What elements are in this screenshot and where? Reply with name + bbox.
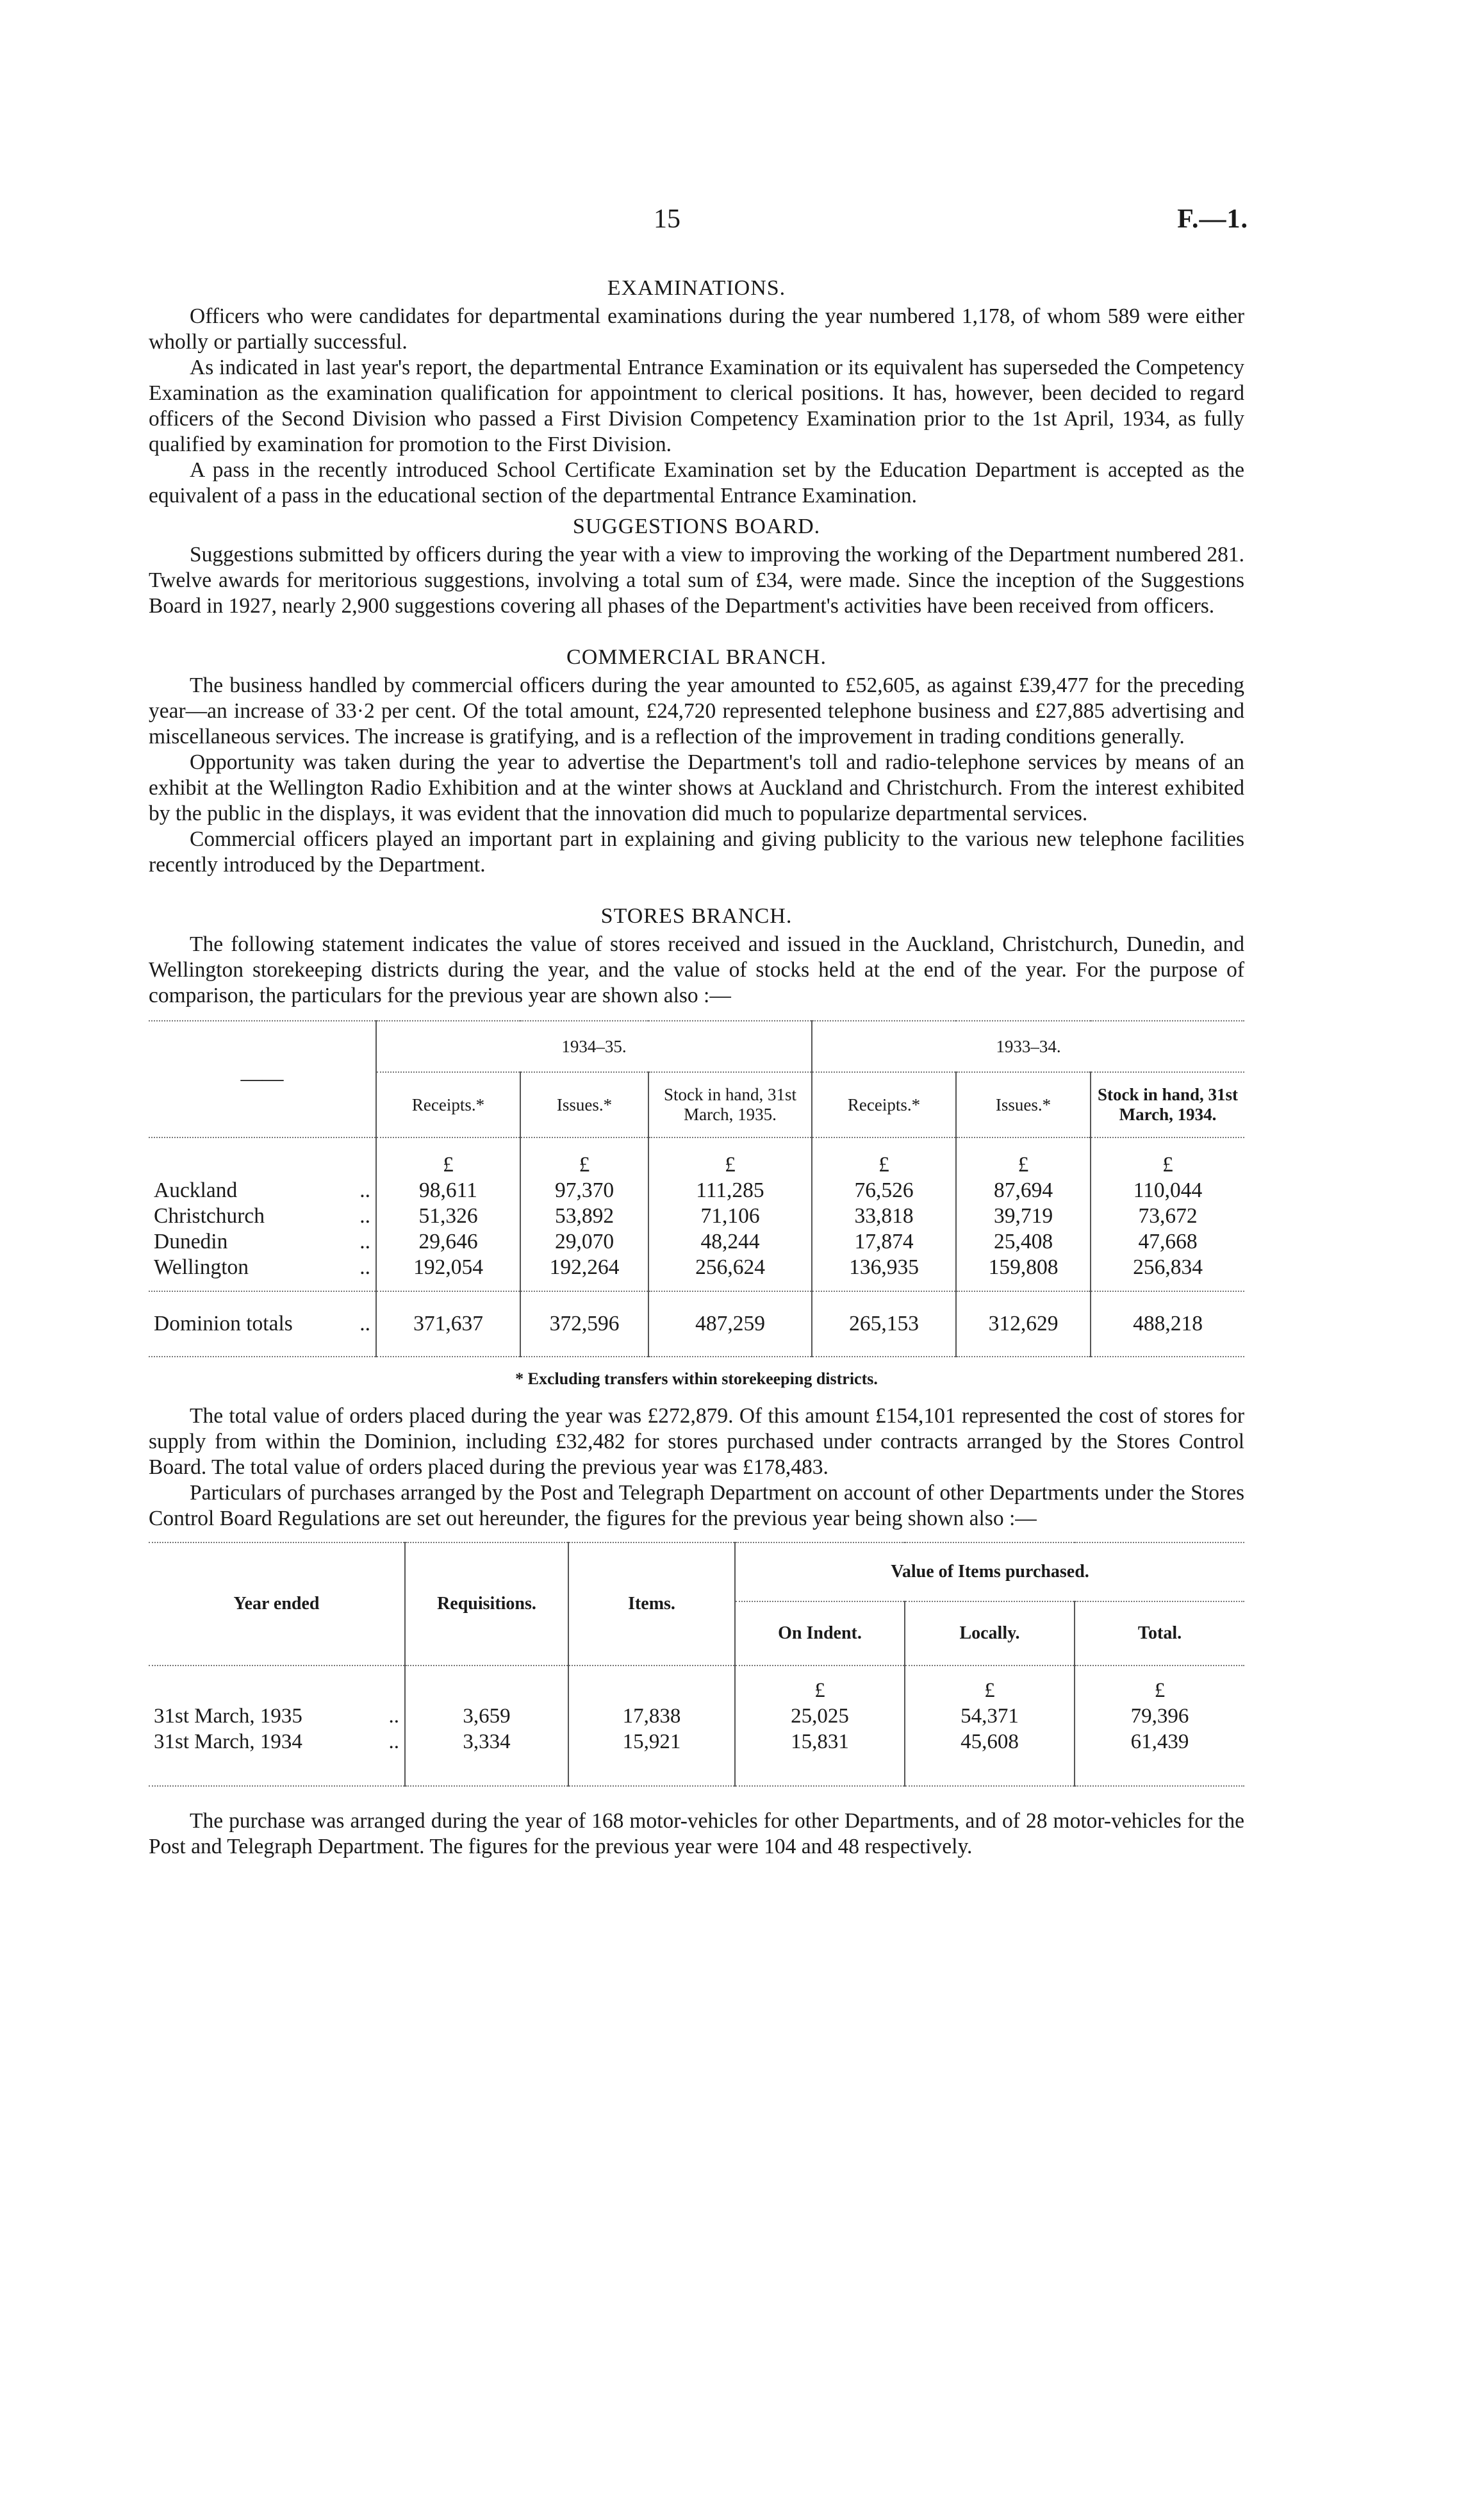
col-issues: Issues.* — [956, 1072, 1091, 1137]
row-label: Dominion totals — [154, 1312, 293, 1335]
table-row — [149, 1178, 1244, 1203]
table-cell: 372,596 — [520, 1291, 648, 1357]
table-row — [149, 1729, 1244, 1786]
year-header-1933-34: 1933–34. — [812, 1021, 1244, 1072]
table-cell: 110,044 — [1091, 1178, 1244, 1203]
blank-header: —— — [240, 1067, 284, 1091]
section-heading-examinations: EXAMINATIONS. — [607, 276, 786, 300]
leader-dots: .. — [388, 1730, 399, 1753]
paragraph: The following statement indicates the value of stores received and issued in the Auckland, Christchurch, Dunedin, and Wellington storekeeping districts during the year, and the value of stocks held at the end of the year. For the purpose of comparison, the particulars for the previous year are shown also :— — [149, 932, 1244, 1007]
table-cell: 97,370 — [520, 1178, 648, 1203]
page-number: 15 — [654, 204, 680, 234]
table-cell: 29,646 — [376, 1229, 520, 1255]
table-cell: 45,608 — [905, 1729, 1075, 1786]
table-cell: 87,694 — [956, 1178, 1091, 1203]
table-cell: 17,874 — [812, 1229, 956, 1255]
paragraph: The business handled by commercial officers during the year amounted to £52,605, as against £39,477 for the preceding year—an increase of 33·2 per cent. Of the total amount, £24,720 represented telephone business and £27,885 advertising and miscellaneous services. The increase is gratifying, and is a reflection of the improvement in trading conditions generally. — [149, 674, 1244, 748]
table-cell: 159,808 — [956, 1255, 1091, 1291]
leader-dots: .. — [359, 1255, 370, 1279]
section-heading-stores: STORES BRANCH. — [600, 904, 793, 928]
table-cell: 76,526 — [812, 1178, 956, 1203]
paragraph: Particulars of purchases arranged by the Post and Telegraph Department on account of other Departments under the Stores Control Board Regulations are set out hereunder, the figures for the previous year being shown also :— — [149, 1481, 1244, 1530]
page-reference: F.—1. — [1177, 204, 1248, 234]
paragraph: Suggestions submitted by officers during the year with a view to improving the working of the Department numbered 281. Twelve awards for meritorious suggestions, involving a total sum of £34, were made. Since the inception of the Suggestions Board in 1927, nearly 2,900 suggestions covering all phases of the Department's activities have been received from officers. — [149, 543, 1244, 618]
table-cell: 192,054 — [376, 1255, 520, 1291]
table-cell: 54,371 — [905, 1703, 1075, 1729]
currency-symbol: £ — [956, 1137, 1091, 1178]
col-value-of-items: Value of Items purchased. — [735, 1542, 1244, 1601]
table-row — [149, 1203, 1244, 1229]
leader-dots: .. — [359, 1178, 370, 1202]
leader-dots: .. — [359, 1312, 370, 1335]
section-heading-commercial: COMMERCIAL BRANCH. — [566, 645, 827, 669]
page-content — [149, 276, 1244, 1860]
table-row — [149, 1255, 1244, 1291]
row-label: Auckland — [154, 1178, 238, 1202]
table-cell: 3,659 — [405, 1703, 568, 1729]
paragraph: As indicated in last year's report, the departmental Entrance Examination or its equivalent has superseded the Competency Examination as the examination qualification for appointment to clerical positions. It has, however, been decided to regard officers of the Second Division who passed a First Division Competency Examination prior to the 1st April, 1934, as fully qualified by examination for promotion to the First Division. — [149, 356, 1244, 456]
section-heading-suggestions: SUGGESTIONS BOARD. — [572, 515, 821, 538]
col-on-indent: On Indent. — [735, 1601, 905, 1666]
currency-symbol: £ — [1075, 1666, 1244, 1703]
stores-table — [149, 1020, 1244, 1357]
currency-symbol: £ — [735, 1666, 905, 1703]
col-stock-1934: Stock in hand, 31st March, 1934. — [1091, 1072, 1244, 1137]
paragraph: The total value of orders placed during the year was £272,879. Of this amount £154,101 represented the cost of stores for supply from within the Dominion, including £32,482 for stores purchased under contracts arranged by the Stores Control Board. The total value of orders placed during the previous year was £178,483. — [149, 1404, 1244, 1479]
col-items: Items. — [568, 1542, 735, 1666]
purchases-table — [149, 1542, 1244, 1787]
paragraph: Officers who were candidates for departmental examinations during the year numbered 1,178, of whom 589 were either wholly or partially successful. — [149, 304, 1244, 354]
leader-dots: .. — [388, 1705, 399, 1728]
table-cell: 48,244 — [648, 1229, 812, 1255]
currency-symbol: £ — [812, 1137, 956, 1178]
table-row — [149, 1229, 1244, 1255]
paragraph: Opportunity was taken during the year to advertise the Department's toll and radio-telephone services by means of an exhibit at the Wellington Radio Exhibition and at the winter shows at Auckland and Christchurch. From the interest exhibited by the public in the displays, it was evident that the innovation did much to popularize departmental services. — [149, 750, 1244, 825]
table-cell: 312,629 — [956, 1291, 1091, 1357]
currency-symbol: £ — [648, 1137, 812, 1178]
table-cell: 256,624 — [648, 1255, 812, 1291]
row-label: Dunedin — [154, 1230, 228, 1253]
table-cell: 51,326 — [376, 1203, 520, 1229]
table-cell: 25,025 — [735, 1703, 905, 1729]
col-year-ended: Year ended — [233, 1594, 320, 1614]
col-stock-1935: Stock in hand, 31st March, 1935. — [648, 1072, 812, 1137]
col-receipts: Receipts.* — [812, 1072, 956, 1137]
table-cell: 487,259 — [648, 1291, 812, 1357]
table-cell: 61,439 — [1075, 1729, 1244, 1786]
leader-dots: .. — [359, 1204, 370, 1228]
year-header-1934-35: 1934–35. — [376, 1021, 812, 1072]
row-label: 31st March, 1935 — [154, 1705, 302, 1728]
currency-symbol: £ — [905, 1666, 1075, 1703]
col-receipts: Receipts.* — [376, 1072, 520, 1137]
row-label: 31st March, 1934 — [154, 1730, 302, 1753]
table-cell: 256,834 — [1091, 1255, 1244, 1291]
leader-dots: .. — [359, 1230, 370, 1253]
table-footnote: * Excluding transfers within storekeeping districts. — [515, 1369, 878, 1388]
currency-symbol: £ — [1091, 1137, 1244, 1178]
table-cell: 98,611 — [376, 1178, 520, 1203]
totals-row — [149, 1291, 1244, 1357]
col-requisitions: Requisitions. — [405, 1542, 568, 1666]
paragraph: The purchase was arranged during the year of 168 motor-vehicles for other Departments, and of 28 motor-vehicles for the Post and Telegraph Department. The figures for the previous year were 104 and 48 respectively. — [149, 1809, 1244, 1858]
table-cell: 192,264 — [520, 1255, 648, 1291]
row-label: Wellington — [154, 1255, 249, 1279]
table-cell: 29,070 — [520, 1229, 648, 1255]
table-cell: 47,668 — [1091, 1229, 1244, 1255]
table-cell: 71,106 — [648, 1203, 812, 1229]
col-locally: Locally. — [905, 1601, 1075, 1666]
table-cell: 39,719 — [956, 1203, 1091, 1229]
table-cell: 15,921 — [568, 1729, 735, 1786]
row-label: Christchurch — [154, 1204, 265, 1228]
col-total: Total. — [1075, 1601, 1244, 1666]
table-cell: 111,285 — [648, 1178, 812, 1203]
table-cell: 15,831 — [735, 1729, 905, 1786]
table-cell: 25,408 — [956, 1229, 1091, 1255]
paragraph: Commercial officers played an important part in explaining and giving publicity to the various new telephone facilities recently introduced by the Department. — [149, 827, 1244, 877]
table-cell: 371,637 — [376, 1291, 520, 1357]
table-cell: 17,838 — [568, 1703, 735, 1729]
table-cell: 136,935 — [812, 1255, 956, 1291]
table-cell: 33,818 — [812, 1203, 956, 1229]
table-row — [149, 1703, 1244, 1729]
table-cell: 79,396 — [1075, 1703, 1244, 1729]
table-cell: 488,218 — [1091, 1291, 1244, 1357]
col-issues: Issues.* — [520, 1072, 648, 1137]
table-cell: 73,672 — [1091, 1203, 1244, 1229]
table-cell: 265,153 — [812, 1291, 956, 1357]
paragraph: A pass in the recently introduced School Certificate Examination set by the Education Department is accepted as the equivalent of a pass in the educational section of the departmental Entrance Examination. — [149, 458, 1244, 508]
currency-symbol: £ — [376, 1137, 520, 1178]
table-cell: 53,892 — [520, 1203, 648, 1229]
table-cell: 3,334 — [405, 1729, 568, 1786]
currency-symbol: £ — [520, 1137, 648, 1178]
